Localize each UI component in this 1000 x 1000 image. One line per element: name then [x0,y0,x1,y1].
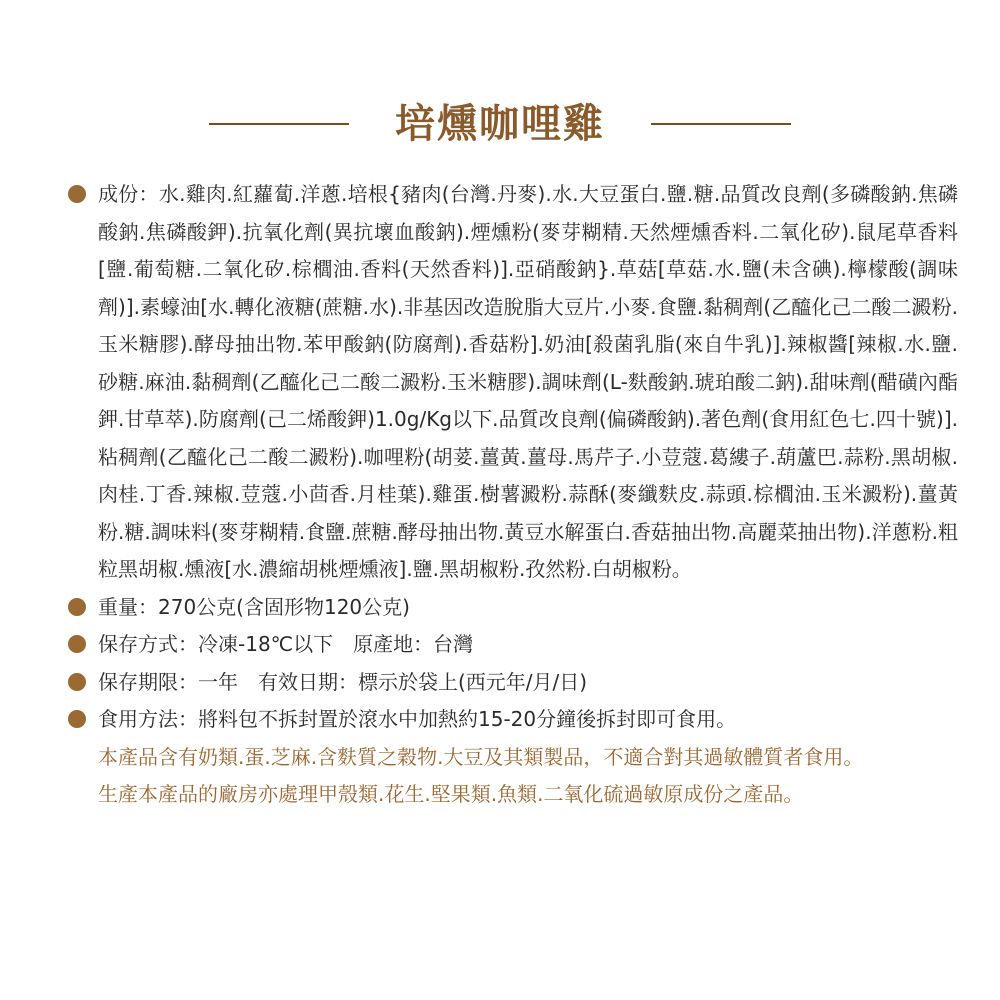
bullet-icon [68,635,86,653]
title-rule-right [651,123,791,125]
shelf-life-item [68,664,958,702]
title-row [0,92,1000,156]
weight-text: 重量：270公克(含固形物120公克) [98,594,410,619]
usage-text: 食用方法：將料包不拆封置於滾水中加熱約15-20分鐘後拆封即可食用。 [98,707,737,731]
product-info [68,176,958,814]
ingredients-item [68,176,958,589]
weight-item [68,589,958,627]
storage-item [68,626,958,664]
usage-item [68,701,958,739]
bullet-icon [68,673,86,691]
bullet-icon [68,598,86,616]
facility-note: 生產本產品的廠房亦處理甲殼類.花生.堅果類.魚類.二氧化硫過敏原成份之產品。 [98,782,804,806]
page-title: 培燻咖哩雞 [395,101,605,147]
bullet-icon [68,185,86,203]
bullet-icon [68,710,86,728]
ingredients-text: 成份：水.雞肉.紅蘿蔔.洋蔥.培根{豬肉(台灣.丹麥).水.大豆蛋白.鹽.糖.品質改良劑(多磷酸鈉.焦磷酸鈉.焦磷酸鉀).抗氧化劑(異抗壞血酸鈉).煙燻粉(麥芽糊精.天然煙燻香料.二氧化矽).鼠尾草香料[鹽.葡萄糖.二氧化矽.棕櫚油.香料(天然香料)].亞硝酸鈉}.草菇[草菇.水.鹽(未含碘).檸檬酸(調味劑)].素蠔油[水.轉化液糖(蔗糖.水).非基因改造脫脂大豆片.小麥.食鹽.黏稠劑(乙醯化己二酸二澱粉.玉米糖膠).酵母抽出物.苯甲酸鈉(防腐劑).香菇粉].奶油[殺菌乳脂(來自牛乳)].辣椒醬[辣椒.水.鹽.砂糖.麻油.黏稠劑(乙醯化己二酸二澱粉.玉米糖膠).調味劑(L-麩酸鈉.琥珀酸二鈉).甜味劑(醋磺內酯鉀.甘草萃).防腐劑(己二烯酸鉀)1.0g/Kg以下.品質改良劑(偏磷酸鈉).著色劑(食用紅色七.四十號)].粘稠劑(乙醯化己二酸二澱粉).咖哩粉(胡荽.薑黃.薑母.馬芹子.小荳蔻.葛縷子.葫蘆巴.蒜粉.黑胡椒.肉桂.丁香.辣椒.荳蔻.小茴香.月桂葉).雞蛋.樹薯澱粉.蒜酥(麥纖麩皮.蒜頭.棕櫚油.玉米澱粉).薑黃粉.糖.調味料(麥芽糊精.食鹽.蔗糖.酵母抽出物.黃豆水解蛋白.香菇抽出物.高麗菜抽出物).洋蔥粉.粗粒黑胡椒.燻液[水.濃縮胡桃煙燻液].鹽.黑胡椒粉.孜然粉.白胡椒粉。 [98,182,958,581]
storage-text: 保存方式：冷凍-18℃以下 原產地：台灣 [98,632,474,656]
allergen-note: 本產品含有奶類.蛋.芝麻.含麩質之穀物.大豆及其類製品，不適合對其過敏體質者食用。 [98,744,864,769]
allergen-notes [68,739,958,814]
title-rule-left [209,123,349,125]
shelf-life-text: 保存期限：一年 有效日期：標示於袋上(西元年/月/日) [98,669,588,694]
